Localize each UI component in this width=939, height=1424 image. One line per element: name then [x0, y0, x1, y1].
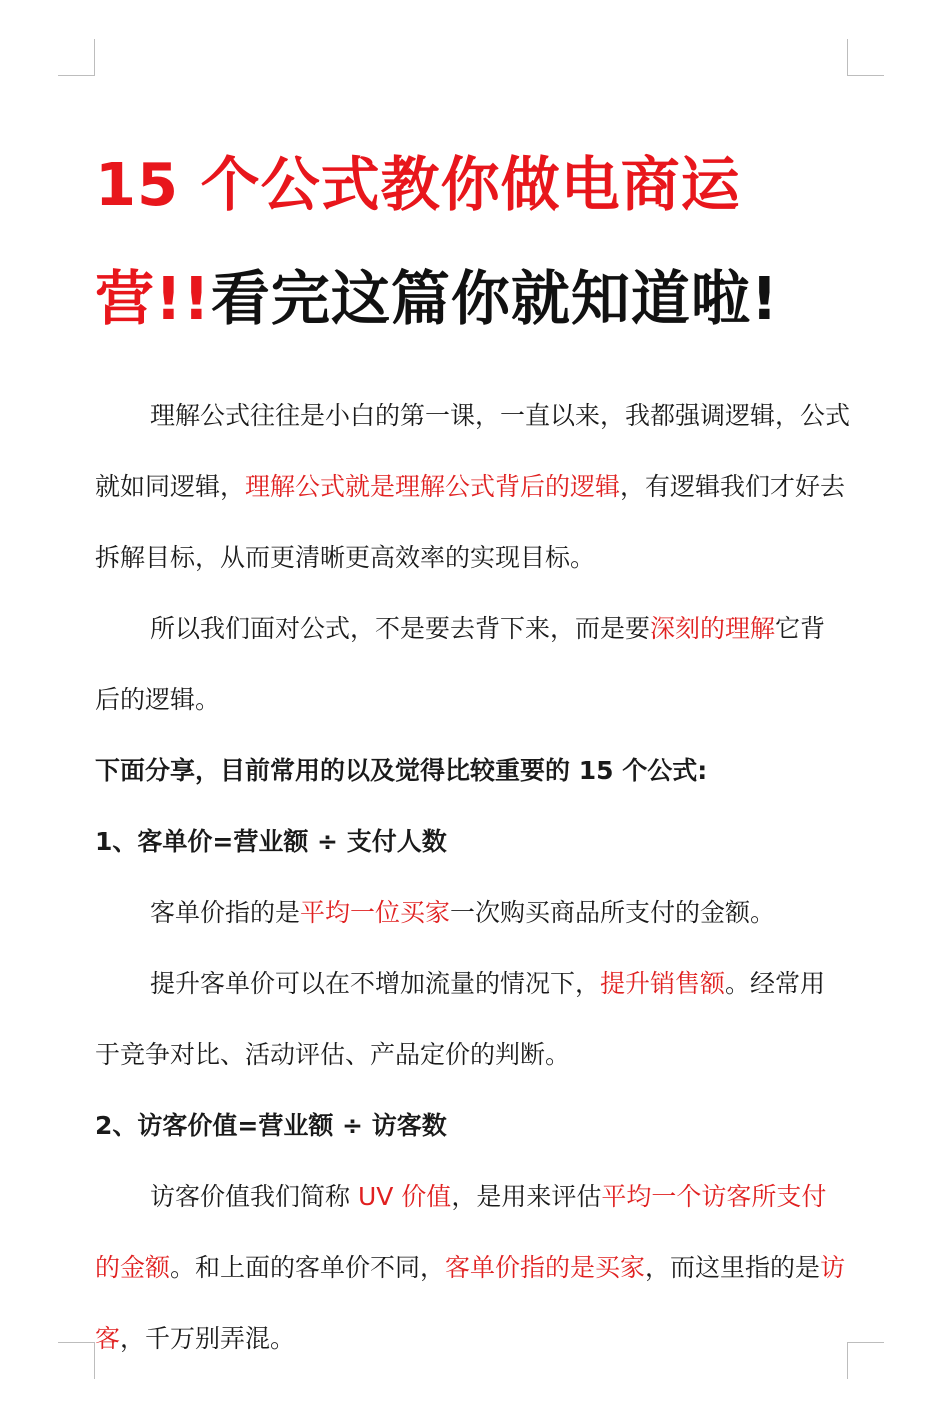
intro-p2-text-a: 所以我们面对公式，不是要去背下来，而是要	[150, 614, 651, 643]
formula2-p1-text-c: 。和上面的客单价不同，	[170, 1253, 446, 1282]
intro-paragraph-1	[95, 380, 850, 593]
formula2-p1-text-e: ，千万别弄混。	[120, 1324, 296, 1353]
formula1-p1-highlight: 平均一位买家	[300, 898, 451, 927]
formula1-heading: 1、客单价=营业额 ÷ 支付人数	[95, 827, 447, 856]
intro-paragraph-2	[95, 593, 850, 735]
formula1-p2-text-a: 提升客单价可以在不增加流量的情况下，	[150, 969, 601, 998]
formula2-p1-text-b: ，是用来评估	[451, 1182, 602, 1211]
formula1-p2-text-b: 。经常用于竞争对比、活动评估、产品定价的判断。	[95, 969, 826, 1069]
formula2-p1-highlight-uv: UV 价值	[357, 1182, 452, 1211]
formula2-p1-highlight-visitor: 访客	[95, 1253, 846, 1353]
formula1-p2-highlight: 提升销售额	[600, 969, 726, 998]
formula2-p1-text-d: ，而这里指的是	[645, 1253, 821, 1282]
formula2-p1-highlight-avg: 平均一个访客所支付的金额	[95, 1182, 827, 1282]
formula2-p1-text-a: 访客价值我们简称	[150, 1182, 358, 1211]
page-corner-mark-bottom-right	[847, 1342, 884, 1379]
formula1-p1-text-b: 一次购买商品所支付的金额。	[450, 898, 776, 927]
page-corner-mark-bottom-left	[58, 1342, 95, 1379]
intro-p1-text-b: ，有逻辑我们才好去拆解目标，从而更清晰更高效率的实现目标。	[95, 472, 846, 572]
title-line2-black: 看完这篇你就知道啦!	[210, 264, 779, 333]
formula2-paragraph-1	[95, 1161, 850, 1374]
formula2-heading: 2、访客价值=营业额 ÷ 访客数	[95, 1111, 447, 1140]
page-title	[95, 128, 850, 356]
page-corner-mark-top-right	[847, 39, 884, 76]
formula2-p1-highlight-buyer: 客单价指的是买家	[445, 1253, 646, 1282]
title-line2-red: 营!!	[95, 264, 211, 333]
title-line1: 15 个公式教你做电商运	[95, 150, 741, 219]
intro-p1-highlight: 理解公式就是理解公式背后的逻辑	[245, 472, 621, 501]
intro-p1-text-a: 理解公式往往是小白的第一课，一直以来，我都强调逻辑，公式就如同逻辑，	[95, 401, 851, 501]
page-corner-mark-top-left	[58, 39, 95, 76]
formula1-paragraph-2	[95, 948, 850, 1090]
formula1-paragraph-1	[95, 877, 850, 948]
share-heading: 下面分享，目前常用的以及觉得比较重要的 15 个公式:	[95, 756, 708, 785]
intro-p2-text-b: 它背后的逻辑。	[95, 614, 826, 714]
formula1-p1-text-a: 客单价指的是	[150, 898, 301, 927]
document-body	[95, 128, 850, 1374]
intro-p2-highlight: 深刻的理解	[650, 614, 776, 643]
